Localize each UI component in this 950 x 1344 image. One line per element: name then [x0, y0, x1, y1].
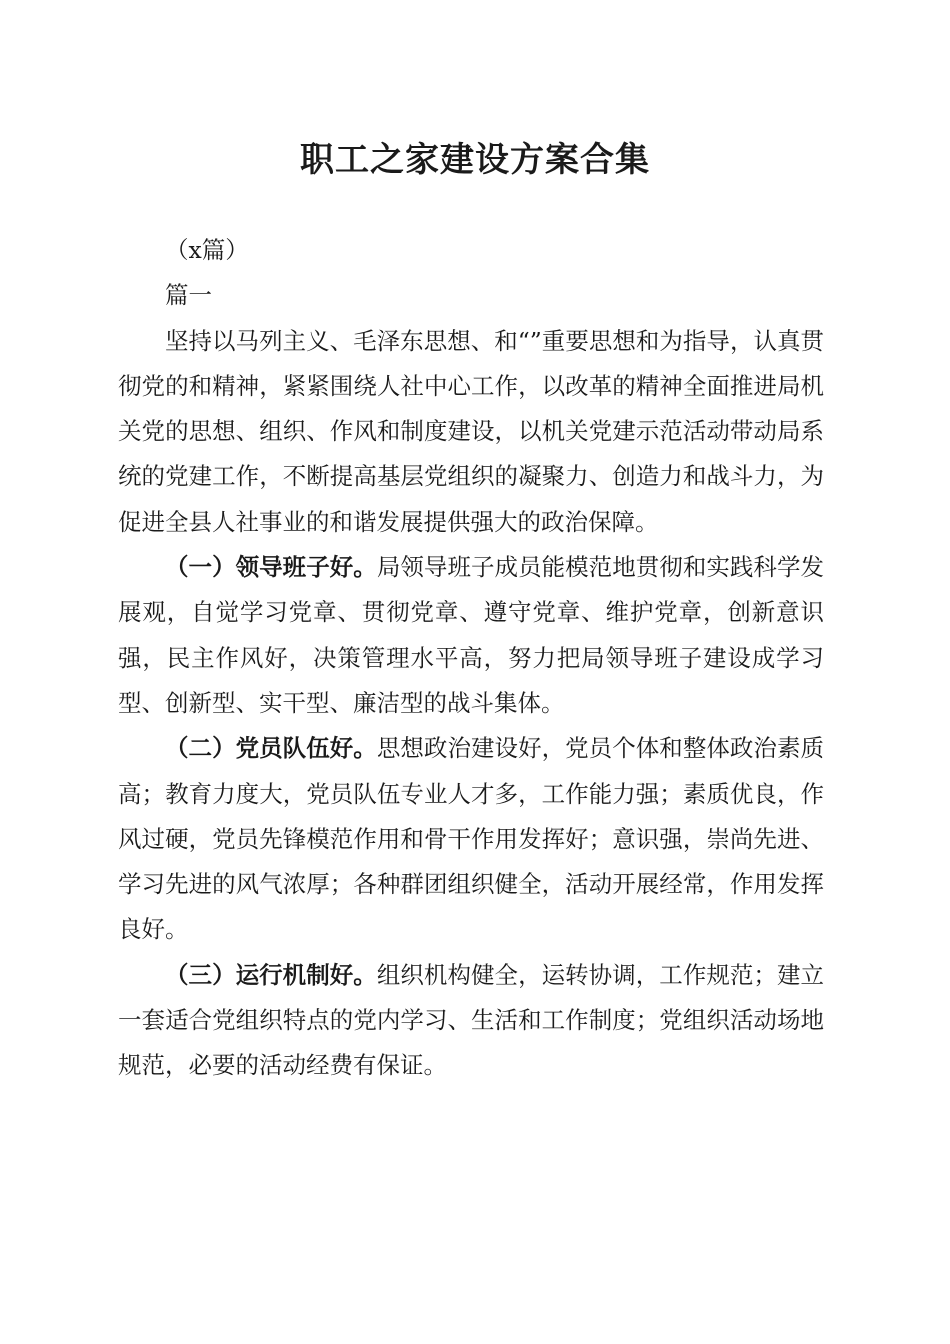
item-paragraph-3 — [118, 953, 824, 1089]
item-heading-3: （三）运行机制好。 — [165, 960, 377, 989]
item-heading-1: （一）领导班子好。 — [165, 553, 377, 582]
item-text-1: 局领导班子成员能模范地贯彻和实践科学发展观，自觉学习党章、贯彻党章、遵守党章、维护党章，创新意识强，民主作风好，决策管理水平高，努力把局领导班子建设成学习型、创新型、实干型、廉洁型的战斗集体。 — [118, 553, 825, 717]
document-title: 职工之家建设方案合集 — [300, 140, 650, 180]
section-label: 篇一 — [165, 281, 212, 310]
item-heading-2: （二）党员队伍好。 — [165, 734, 377, 763]
intro-paragraph: 坚持以马列主义、毛泽东思想、和“”重要思想和为指导，认真贯彻党的和精神，紧紧围绕人社中心工作，以改革的精神全面推进局机关党的思想、组织、作风和制度建设，以机关党建示范活动带动局系统的党建工作，不断提高基层党组织的凝聚力、创造力和战斗力，为促进全县人社事业的和谐发展提供强大的政治保障。 — [118, 326, 824, 536]
subtitle: （x篇） — [165, 236, 249, 264]
item-paragraph-2 — [118, 726, 824, 952]
item-text-3: 组织机构健全，运转协调，工作规范；建立一套适合党组织特点的党内学习、生活和工作制度；党组织活动场地规范，必要的活动经费有保证。 — [118, 960, 825, 1080]
document-body — [118, 228, 824, 1089]
item-paragraph-1 — [118, 545, 824, 726]
item-text-2: 思想政治建设好，党员个体和整体政治素质高；教育力度大，党员队伍专业人才多，工作能力强；素质优良，作风过硬，党员先锋模范作用和骨干作用发挥好；意识强，崇尚先进、学习先进的风气浓厚；各种群团组织健全，活动开展经常，作用发挥良好。 — [118, 734, 825, 944]
